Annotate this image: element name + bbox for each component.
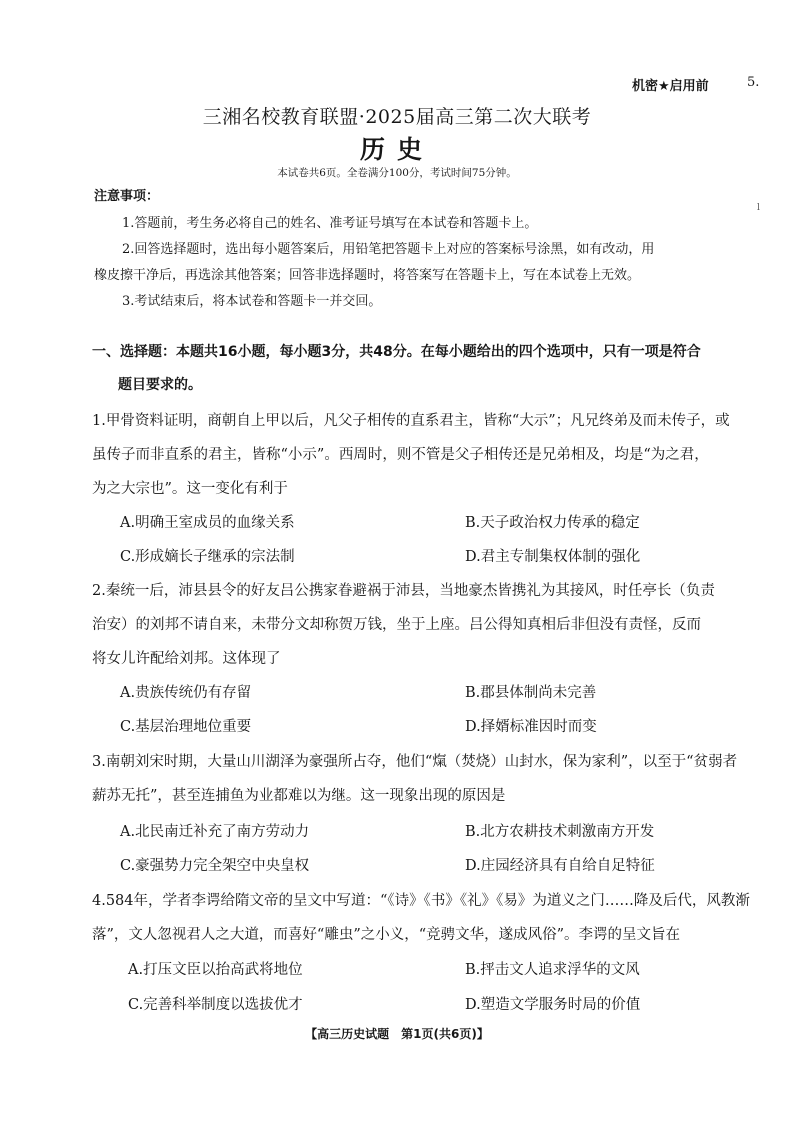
question-2-text: 将女儿许配给刘邦。这体现了 [92,651,281,667]
question-3-text: 薪苏无托”，甚至连捕鱼为业都难以为继。这一现象出现的原因是 [92,788,506,804]
question-2-option-d: D.择婿标准因时而变 [465,719,597,735]
page-footer: 【高三历史试题 第1页(共6页)】 [305,1027,489,1041]
question-2-option-b: B.郡县体制尚未完善 [465,685,597,701]
question-2-option-a: A.贵族传统仍有存留 [120,685,252,701]
question-3-option-b: B.北方农耕技术刺激南方开发 [465,824,655,840]
question-1-text: 为之大宗也”。这一变化有利于 [92,481,288,497]
question-3-option-a: A.北民南迁补充了南方劳动力 [120,824,310,840]
confidential-label: 机密★启用前 [632,79,709,94]
question-4-option-a: A.打压文臣以抬高武将地位 [128,962,303,978]
question-2-text: 治安）的刘邦不请自来，未带分文却称贺万钱，坐于上座。吕公得知真相后非但没有责怪，反而 [92,617,701,633]
section-heading: 一、选择题：本题共16小题，每小题3分，共48分。在每小题给出的四个选项中，只有一项是符合 [92,344,701,360]
question-3-option-d: D.庄园经济具有自给自足特征 [465,858,655,874]
question-1-option-c: C.形成嫡长子继承的宗法制 [120,549,295,565]
margin-mark: l [757,203,760,213]
subject-title: 历史 [359,135,434,164]
question-4-option-c: C.完善科举制度以选拔优才 [128,997,303,1013]
question-4-text: 落”，文人忽视君人之大道，而喜好“雕虫”之小义，“竞骋文华，遂成风俗”。李谔的呈文旨在 [92,927,681,943]
question-3-text: 3.南朝刘宋时期，大量山川湖泽为豪强所占夺，他们“熂（焚烧）山封水，保为家利”，以至于“贫弱者 [92,754,738,770]
question-1-option-b: B.天子政治权力传承的稳定 [465,515,640,531]
notes-heading: 注意事项： [94,189,160,204]
exam-title: 三湘名校教育联盟·2025届高三第二次大联考 [202,106,592,128]
section-heading-cont: 题目要求的。 [118,377,202,393]
question-1-text: 虽传子而非直系的君主，皆称“小示”。西周时，则不管是父子相传还是兄弟相及，均是“为之君， [92,447,709,463]
question-4-option-b: B.抨击文人追求浮华的文风 [465,962,640,978]
note-line: 2.回答选择题时，选出每小题答案后，用铅笔把答题卡上对应的答案标号涂黑，如有改动，用 [122,242,655,257]
exam-intro: 本试卷共6页。全卷满分100分，考试时间75分钟。 [277,167,517,179]
question-1-option-d: D.君主专制集权体制的强化 [465,549,641,565]
question-2-text: 2.秦统一后，沛县县令的好友吕公携家眷避祸于沛县，当地豪杰皆携礼为其接风，时任亭长（负责 [92,583,715,599]
page-mark: 5. [747,75,760,90]
note-line: 橡皮擦干净后，再选涂其他答案；回答非选择题时，将答案写在答题卡上，写在本试卷上无效。 [94,268,641,283]
question-1-text: 1.甲骨资料证明，商朝自上甲以后，凡父子相传的直系君主，皆称“大示”；凡兄终弟及而未传子，或 [92,413,730,429]
question-1-option-a: A.明确王室成员的血缘关系 [120,515,295,531]
note-line: 3.考试结束后，将本试卷和答题卡一并交回。 [122,294,382,309]
question-4-text: 4.584年，学者李谔给隋文帝的呈文中写道：“《诗》《书》《礼》《易》为道义之门……降及后代，风教渐 [92,893,750,909]
question-2-option-c: C.基层治理地位重要 [120,719,252,735]
question-3-option-c: C.豪强势力完全架空中央皇权 [120,858,310,874]
question-4-option-d: D.塑造文学服务时局的价值 [465,997,641,1013]
note-line: 1.答题前，考生务必将自己的姓名、准考证号填写在本试卷和答题卡上。 [122,216,538,231]
